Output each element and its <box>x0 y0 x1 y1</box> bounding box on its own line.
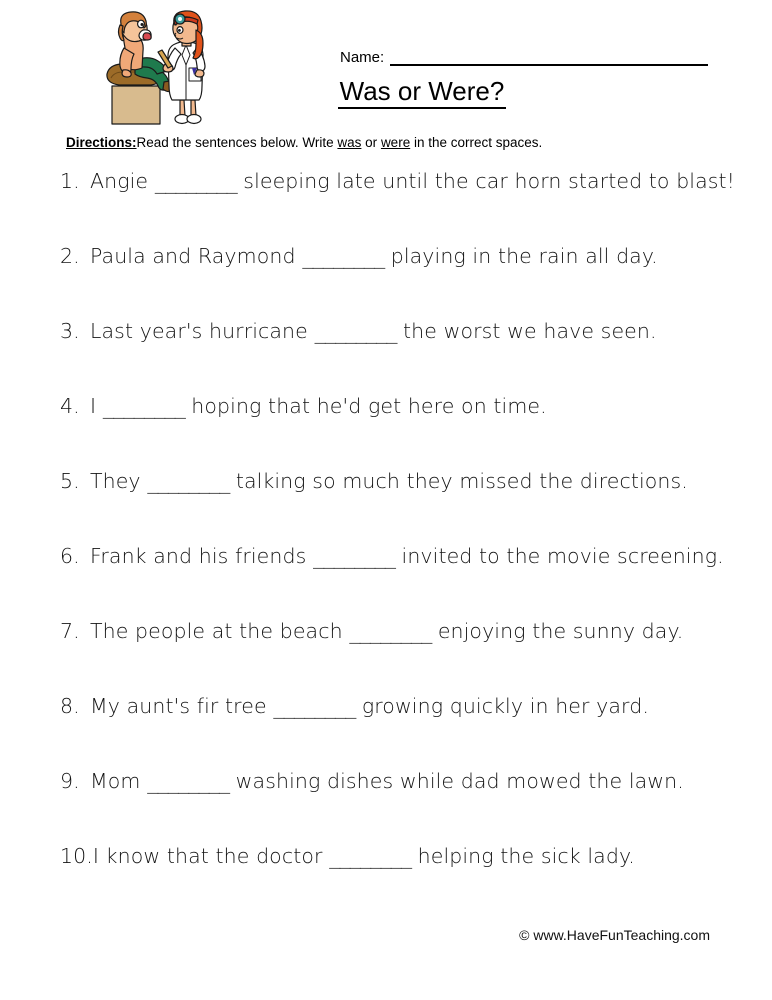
question-text-after: sleeping late until the car horn started to blast! <box>236 169 736 193</box>
question-text-before: The people at the beach <box>90 619 350 643</box>
doctor-and-patient-clipart <box>96 8 224 128</box>
question-row <box>0 468 772 543</box>
question-text-before: I <box>90 394 103 418</box>
question-line <box>60 168 748 195</box>
question-number: 9. <box>60 769 80 793</box>
question-text-after: growing quickly in her yard. <box>355 694 649 718</box>
copyright-text: © www.HaveFunTeaching.com <box>519 927 710 943</box>
question-number: 3. <box>60 319 80 343</box>
question-text-before: Last year's hurricane <box>90 319 315 343</box>
question-line <box>60 618 748 645</box>
question-line <box>60 843 748 870</box>
question-text-before: Frank and his friends <box>90 544 313 568</box>
question-row <box>0 543 772 618</box>
question-number: 10. <box>60 844 93 868</box>
question-line <box>60 693 748 720</box>
name-field-row <box>340 44 708 66</box>
footer-copyright <box>0 926 772 944</box>
question-line <box>60 243 748 270</box>
directions-between: or <box>361 135 381 150</box>
question-number: 1. <box>60 169 80 193</box>
question-number: 5. <box>60 469 80 493</box>
answer-blank[interactable]: ________ <box>314 322 397 344</box>
answer-blank[interactable]: ________ <box>302 247 385 269</box>
directions-line <box>66 134 726 152</box>
question-number: 4. <box>60 394 80 418</box>
directions-word-were: were <box>380 135 411 150</box>
question-number: 2. <box>60 244 80 268</box>
question-row <box>0 768 772 843</box>
question-row <box>0 843 772 918</box>
worksheet-header <box>0 0 772 130</box>
question-row <box>0 693 772 768</box>
question-row <box>0 618 772 693</box>
question-line <box>60 318 748 345</box>
answer-blank[interactable]: ________ <box>102 397 185 419</box>
directions-word-was: was <box>337 135 362 150</box>
question-line <box>60 468 748 495</box>
question-number: 7. <box>60 619 80 643</box>
answer-blank[interactable]: ________ <box>329 847 412 869</box>
question-text-after: playing in the rain all day. <box>384 244 658 268</box>
question-list <box>0 168 772 918</box>
directions-text-before: Read the sentences below. Write <box>136 135 338 150</box>
answer-blank[interactable]: ________ <box>147 772 230 794</box>
question-text-before: They <box>90 469 148 493</box>
question-number: 6. <box>60 544 80 568</box>
question-text-before: Mom <box>90 769 148 793</box>
directions-text-after: in the correct spaces. <box>410 135 543 150</box>
question-text-before: I know that the doctor <box>92 844 330 868</box>
answer-blank[interactable]: ________ <box>313 547 395 569</box>
answer-blank[interactable]: ________ <box>349 622 432 644</box>
question-text-before: Angie <box>90 169 155 193</box>
question-row <box>0 318 772 393</box>
question-text-before: Paula and Raymond <box>90 244 303 268</box>
answer-blank[interactable]: ________ <box>147 472 230 494</box>
question-text-after: hoping that he'd get here on time. <box>184 394 547 418</box>
page-title: Was or Were? <box>338 76 507 109</box>
question-line <box>60 543 748 570</box>
question-row <box>0 393 772 468</box>
question-text-after: the worst we have seen. <box>396 319 657 343</box>
question-text-after: invited to the movie screening. <box>394 544 724 568</box>
question-text-after: enjoying the sunny day. <box>431 619 684 643</box>
name-input-line[interactable] <box>390 50 708 66</box>
question-text-after: helping the sick lady. <box>411 844 635 868</box>
name-label: Name: <box>340 49 385 66</box>
question-row <box>0 243 772 318</box>
page-title-wrap <box>0 76 772 109</box>
answer-blank[interactable]: ________ <box>154 172 237 194</box>
question-row <box>0 168 772 243</box>
directions-label: Directions: <box>66 135 137 150</box>
question-text-after: talking so much they missed the directions. <box>229 469 688 493</box>
question-text-after: washing dishes while dad mowed the lawn. <box>229 769 684 793</box>
question-number: 8. <box>60 694 80 718</box>
question-line <box>60 768 748 795</box>
answer-blank[interactable]: ________ <box>273 697 356 719</box>
question-text-before: My aunt's fir tree <box>90 694 274 718</box>
question-line <box>60 393 748 420</box>
